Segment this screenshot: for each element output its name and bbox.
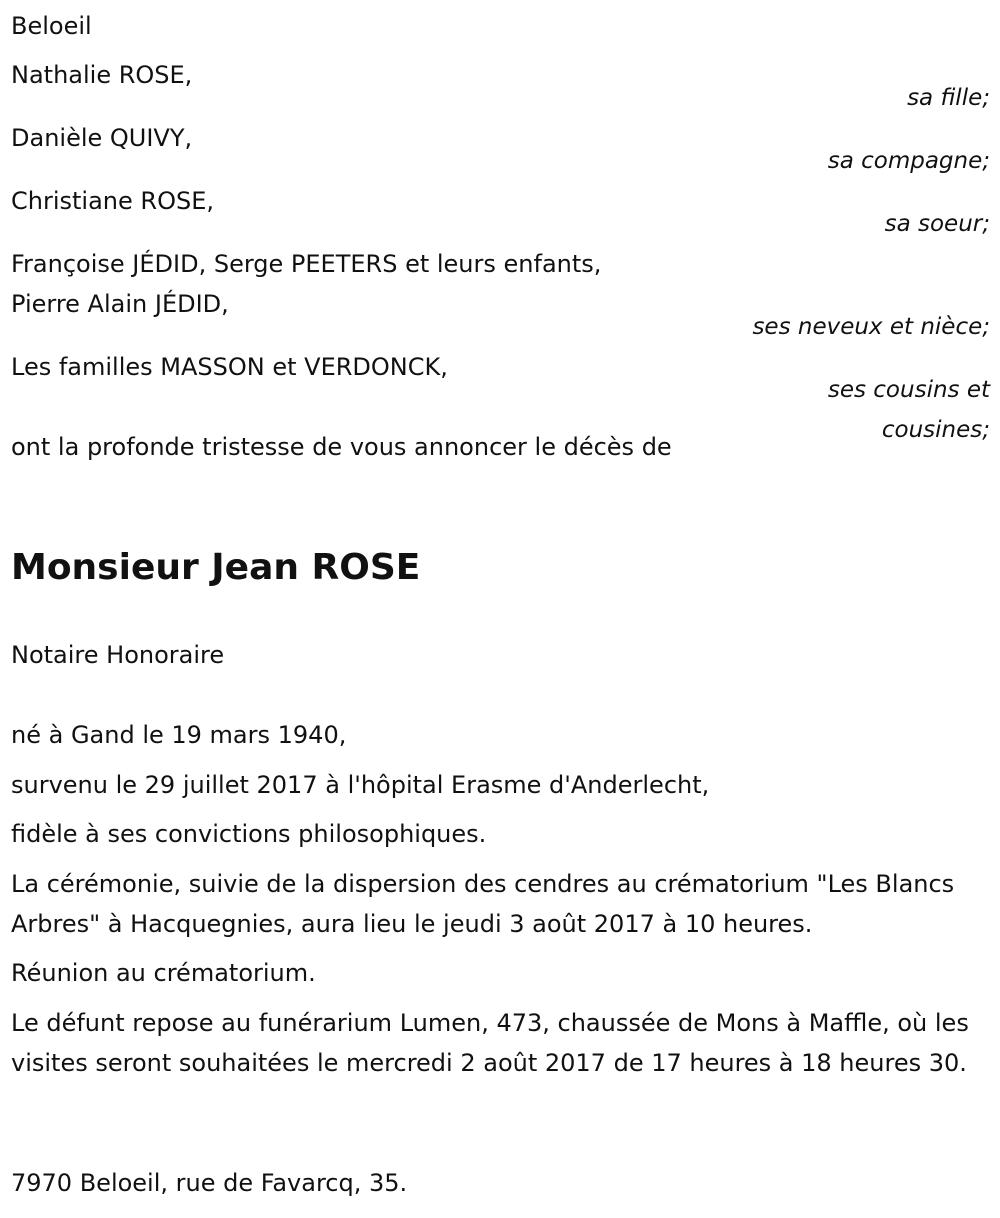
family-names-nephews-line2: Pierre Alain JÉDID, — [11, 290, 229, 318]
family-names-cousins: Les familles MASSON et VERDONCK, — [11, 353, 448, 381]
family-relation-cousins-line1: ses cousins et — [827, 377, 990, 403]
family-names-companion: Danièle QUIVY, — [11, 124, 193, 152]
family-names-sister: Christiane ROSE, — [11, 187, 214, 215]
family-relation-companion: sa compagne; — [827, 148, 990, 174]
birth-line: né à Gand le 19 mars 1940, — [11, 721, 347, 749]
family-names-daughter: Nathalie ROSE, — [11, 61, 193, 89]
repose-paragraph: Le défunt repose au funérarium Lumen, 473, chaussée de Mons à Maffle, où les visites seront souhaitées le mercredi 2 août 2017 de 17 heures à 18 heures 30. — [11, 1009, 969, 1077]
deceased-title: Notaire Honoraire — [11, 641, 225, 669]
family-relation-daughter: sa fille; — [907, 85, 990, 111]
family-relation-sister: sa soeur; — [884, 211, 990, 237]
announcement-text: ont la profonde tristesse de vous annoncer le décès de — [11, 433, 672, 461]
death-line: survenu le 29 juillet 2017 à l'hôpital Erasme d'Anderlecht, — [11, 771, 710, 799]
family-names-nephews: Françoise JÉDID, Serge PEETERS et leurs enfants, — [11, 250, 602, 278]
ceremony-paragraph: La cérémonie, suivie de la dispersion des cendres au crématorium "Les Blancs Arbres" à Hacquegnies, aura lieu le jeudi 3 août 2017 à 10 heures. — [11, 870, 955, 938]
convictions-line: fidèle à ses convictions philosophiques. — [11, 820, 487, 848]
reunion-line: Réunion au crématorium. — [11, 959, 316, 987]
family-relation-nephews: ses neveux et nièce; — [752, 314, 990, 340]
family-relation-cousins-line2: cousines; — [881, 417, 990, 443]
town-heading: Beloeil — [11, 12, 92, 40]
address-line: 7970 Beloeil, rue de Favarcq, 35. — [11, 1169, 408, 1197]
deceased-name: Monsieur Jean ROSE — [11, 547, 421, 588]
